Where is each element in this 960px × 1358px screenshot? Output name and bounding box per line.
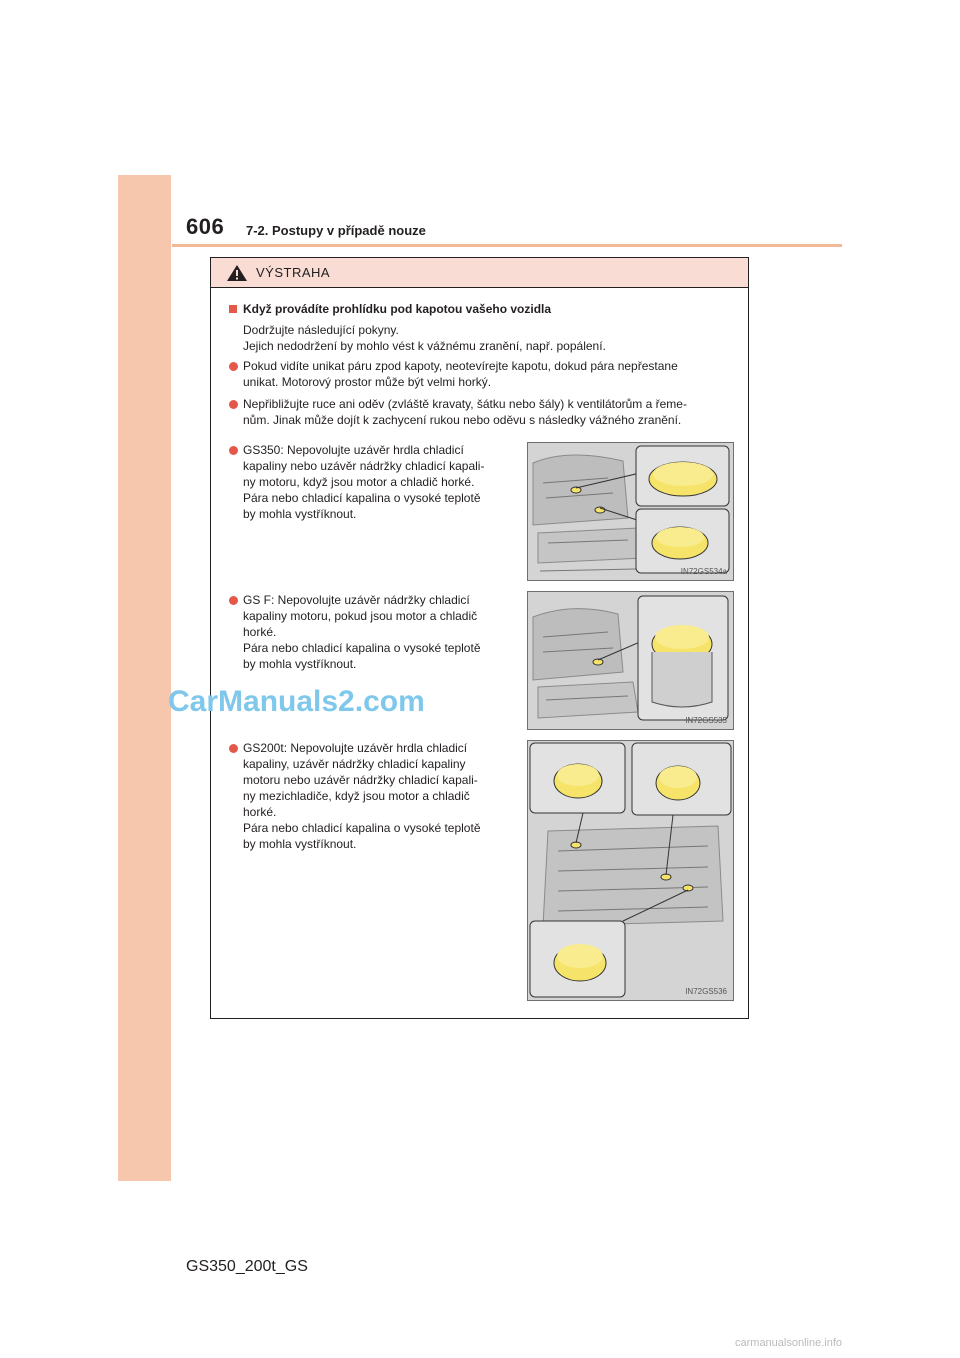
bullet-dot-icon — [229, 400, 238, 409]
page-number: 606 — [186, 214, 225, 239]
watermark-site: carmanualsonline.info — [735, 1337, 843, 1349]
warning-triangle-icon — [226, 264, 248, 282]
bullet-dot-icon — [229, 446, 238, 455]
figure-gsf-engine — [527, 591, 734, 730]
warning-title: VÝSTRAHA — [256, 265, 331, 280]
warning-intro: Dodržujte následující pokyny. Jejich nedodržení by mohlo vést k vážnému zranění, např. popálení. — [243, 323, 606, 353]
warning-heading: Když provádíte prohlídku pod kapotou vašeho vozidla — [229, 302, 551, 316]
figure-code: IN72GS535 — [685, 716, 727, 725]
header-rule — [172, 244, 842, 247]
bullet-dot-icon — [229, 744, 238, 753]
figure-code: IN72GS536 — [685, 987, 727, 996]
square-bullet-icon — [229, 305, 237, 313]
warning-box: VÝSTRAHA Když provádíte prohlídku pod kapotou vašeho vozidla Dodržujte následující pokyny. Jejich nedodržení by mohlo vést k vážnému zranění, např. popálení. Pokud vidíte unikat páru zpod kapoty, neotevírejte kapotu, dokud pára nepřestane unikat. Motorový prostor může být velmi horký. Nepřibližujte ruce ani oděv (zvláště kravaty, šátku nebo šály) k ventilátorům a řeme- nům. Jinak může dojít k zachycení rukou nebo oděvu s následky vážného zranění. GS350: Nepovolujte uzávěr hrdla chladicí kapaliny nebo uzávěr nádržky chladicí kapali- ny motoru, když jsou motor a chladič horké. Pára nebo chladicí kapalina o vysoké teplotě by mohla vystříknout. GS F: Nepovolujte uzávěr nádržky chladicí kapaliny motoru, pokud jsou motor a chladič horké. Pára nebo chladicí kapalina o vysoké teplotě by mohla vystříknout. GS200t: Nepovolujte uzávěr hrdla chladicí kapaliny, uzávěr nádržky chladicí kapaliny motoru nebo uzávěr nádržky chladicí kapali- ny mezichladiče, když jsou motor a chladič horké. Pára nebo chladicí kapalina o vysoké teplotě by mohla vystříknout. IN72GS534a IN72GS535 IN72GS536 — [210, 257, 749, 1019]
bullet-dot-icon — [229, 362, 238, 371]
figure-code: IN72GS534a — [680, 567, 727, 576]
figure-gs350-engine — [527, 442, 734, 581]
engine-bay-illustration — [528, 592, 733, 729]
figure-gs200t-engine — [527, 740, 734, 1001]
watermark-brand: CarManuals2.com — [168, 685, 425, 718]
engine-bay-illustration — [528, 741, 733, 1000]
warning-header — [211, 258, 748, 288]
footer-model: GS350_200t_GS — [186, 1258, 308, 1275]
side-tab-band — [118, 175, 171, 1181]
bullet-dot-icon — [229, 596, 238, 605]
engine-bay-illustration — [528, 443, 733, 580]
section-title: 7-2. Postupy v případě nouze — [246, 223, 426, 238]
